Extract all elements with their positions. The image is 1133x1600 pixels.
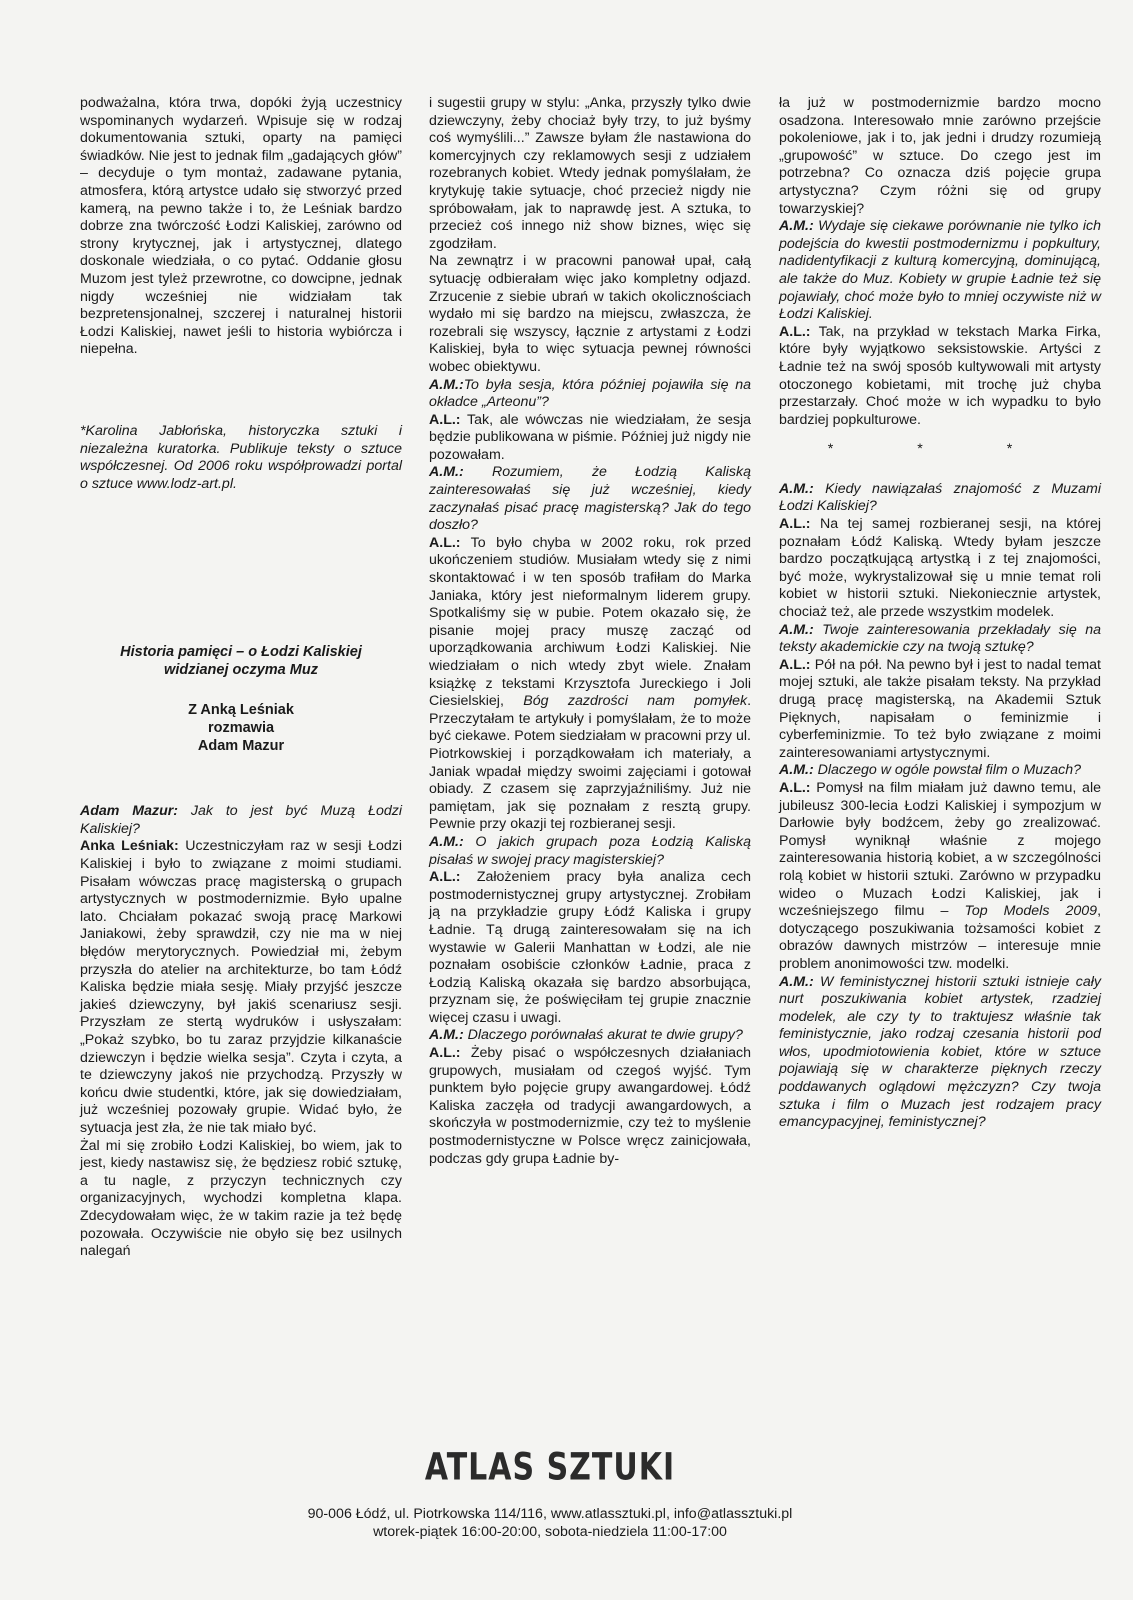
answer-text: Uczestniczyłam raz w sesji Łodzi Kaliskiej i było to związane z moimi studiami. Pisałam wówczas pracę magisterską o grupach artystycznych w postmodernizmie. Było upalne lato. Chciałam pokazać swoją pracę Markowi Janiakowi, żeby sprawdził, czy nie ma w niej błędów merytorycznych. Powiedział mi, żebym przyszła do atelier na architekturze, bo tam Łódź Kaliska będzie miała sesję. Miały przyjść jeszcze jakieś dziewczyny, był jakiś scenariusz sesji. Przyszłam ze stertą wydruków i usłyszałam: „Pokaż szybko, bo tu zaraz przyjdzie kilkanaście dziewczyn i będzie wielka sesja”. Czyta i czyta, a te dziewczyny jakoś nie przychodzą. Przyszły w końcu dwie studentki, które, jak się dowiedziałam, już wcześniej pozowały grupie. Widać było, że sytuacja jest zła, że nie tak miało być. [80,838,402,1136]
paragraph: podważalna, która trwa, dopóki żyją uczestnicy wspominanych wydarzeń. Wpisuje się w rodzaj dokumentowania sztuki, oparty na pamięci świadków. Nie jest to jednak film „gadających głów” – decyduje o tym montaż, zadawane pytania, atmosfera, którą artystce udało się stworzyć przed kamerą, na pewno także i to, że Leśniak bardzo dobrze zna twórczość Łodzi Kaliskiej, zarówno od strony krytycznej, jak i artystycznej, dlatego doskonale wiedziała, o co pytać. Oddanie głosu Muzom jest tyleż przewrotne, co dowcipne, jednak nigdy wcześniej nie widziałam tak bezpretensjonalnej, szczerej i naturalnej historii Łodzi Kaliskiej, nawet jeśli to historia wybiórcza i niepełna. [80,95,402,358]
book-title: Bóg zazdrości nam pomyłek [523,693,748,710]
question-text: Dlaczego w ogóle powstał film o Muzach? [813,762,1082,779]
address-line: 90-006 Łódź, ul. Piotrkowska 114/116, www.atlassztuki.pl, info@atlassztuki.pl [307,1506,793,1522]
answer [429,412,751,465]
question [779,218,1101,324]
column-middle [429,95,751,1168]
column-left [80,95,402,1261]
interview-title-line-2: widzianej oczyma Muz [164,662,318,679]
question-text: W feministycznej historii sztuki istnieje cały nurt poszukiwania kobiet artystek, rzadziej modelek, ale czy ty to traktujesz właśnie tak feministycznie, jako rodzaj czesania historii pod włos, upodmiotowienia kobiet, które w sztuce pojawiają się w charakterze pięknych rzeczy poddawanych oglądowi mężczyzn? Czy twoja sztuka i film o Muzach jest rodzajem pracy emancypacyjnej, feministycznej? [779,973,1101,1131]
answer [779,780,1101,974]
paragraph: i sugestii grupy w stylu: „Anka, przyszły tylko dwie dziewczyny, żeby chociaż były trzy, to już byśmy coś wymyślili...” Zawsze byłam źle nastawiona do komercyjnych czy reklamowych sesji z udziałem rozebranych kobiet. Wtedy jednak pomyślałam, że krytykuję takie sytuacje, choć przecież nigdy nie spróbowałam, jak to naprawdę jest. A sztuka, to przecież coś innego niż show biznes, więc się zgodziłam. [429,95,751,252]
footer-address [200,1505,900,1541]
footer [200,1445,900,1541]
question-text: To była sesja, która później pojawiła się na okładce „Arteonu”? [429,376,751,411]
speaker-label: A.M.: [779,480,814,497]
question [429,464,751,534]
answer [80,838,402,1137]
atlas-sztuki-logo: ATLAS SZTUKI [424,1445,676,1490]
question-text: Jak to jest być Muzą Łodzi Kaliskiej? [80,803,402,837]
answer-text: Na tej samej rozbieranej sesji, na której poznałam Łódź Kaliską. Wtedy byłam jeszcze bardzo początkującą artystką i z tej znajomości, być może, wykrystalizował się u mnie temat roli kobiet w historii sztuki. Niekoniecznie artystek, chociaż też, ale przede wszystkim modelek. [779,516,1101,621]
speaker-label: A.L.: [429,869,461,886]
answer-text: Pół na pół. Na pewno był i jest to nadal temat mojej sztuki, ale także pisałam teksty. Na przykład drugą pracę magisterską, na Akademii Sztuk Pięknych, napisałam o feminizmie i cyberfeminizmie. To też było związane z moimi zainteresowaniami artystycznymi. [779,656,1101,761]
speaker-label: A.M.: [429,1027,464,1044]
answer-text: To było chyba w 2002 roku, rok przed ukończeniem studiów. Musiałam wtedy się z nimi skontaktować i w ten sposób trafiłam do Marka Janiaka, który jest nieformalnym liderem grupy. Spotkaliśmy się w pubie. Potem okazało się, że pisanie mojej pracy muszę zacząć od uporządkowania archiwum Łodzi Kaliskiej. Nie wiedziałam o nich wtedy zbyt wiele. Znałam książkę z tekstami Krzysztofa Jureckiego i Joli Ciesielskiej, [429,534,751,710]
speaker-label: A.M.: [779,621,814,638]
answer-text: Pomysł na film miałam już dawno temu, ale jubileusz 300-lecia Łodzi Kaliskiej i sympozjum w Darłowie były bodźcem, żeby go zrealizować. Pomysł wyniknął właśnie z mojego zainteresowania historią kobiet, a w szczególności rolą kobiet w historii sztuki. Zarówno w przypadku wideo o Muzach Łodzi Kaliskiej, jak i wcześniejszego filmu – [779,779,1101,920]
paragraph: Żal mi się zrobiło Łodzi Kaliskiej, bo wiem, jak to jest, kiedy nastawisz się, że będziesz robić sztukę, a tu nagle, z przyczyn technicznych czy organizacyjnych, wychodzi kompletna klapa. Zdecydowałam więc, że w takim razie ja też będę pozowała. Oczywiście nie obyło się bez usilnych nalegań [80,1137,402,1260]
speaker-label: Anka Leśniak: [80,838,179,855]
speaker-label: A.M.: [429,833,464,850]
answer [779,657,1101,763]
speaker-label: A.L.: [429,411,461,428]
paragraph: ła już w postmodernizmie bardzo mocno osadzona. Interesowało mnie zarówno przejście pokoleniowe, jak i to, jak jedni i drudzy rozumieją „grupowość” w sztuce. Do czego jest im potrzebna? Co oznacza dziś pojęcie grupa artystyczna? Czym różni się od grupy towarzyskiej? [779,95,1101,217]
byline-line-1: Z Anką Leśniak [188,702,294,719]
speaker-label: A.M.: [779,218,814,235]
answer-text: Tak, na przykład w tekstach Marka Firka, które były wyjątkowo seksistowskie. Artyści z Ładnie też na swój sposób kultywowali mit artysty otoczonego kobietami, mit trochę już chyba przestarzały. Choć może w ich wypadku to było bardziej popkulturowe. [779,323,1101,428]
paragraph: Na zewnątrz i w pracowni panował upał, całą sytuację odbierałam więc jako kompletny odjazd. Zrzucenie z siebie ubrań w takich okolicznościach wydało mi się bardzo na miejscu, zwłaszcza, że rozebrali się wszyscy, łącznie z artystami z Łodzi Kaliskiej, była to więc sytuacja pewnej równości wobec obiektywu. [429,253,751,375]
question-text: Dlaczego porównałaś akurat te dwie grupy? [463,1027,743,1044]
question [779,762,1101,780]
byline-line-2: rozmawia [207,720,275,737]
interview-title-line-1: Historia pamięci – o Łodzi Kaliskiej [120,644,362,661]
answer [429,1045,751,1168]
answer-text: Tak, ale wówczas nie wiedziałam, że sesja będzie publikowana w piśmie. Później już nigdy nie pozowałam. [429,411,751,463]
speaker-label: Adam Mazur: [80,803,179,820]
interview-title [80,643,402,679]
column-right [779,95,1101,1132]
speaker-label: A.M.: [429,464,464,481]
question [779,481,1101,516]
opening-hours: wtorek-piątek 16:00-20:00, sobota-niedziela 11:00-17:00 [373,1524,727,1540]
answer [429,535,751,834]
question [429,377,751,412]
answer [779,324,1101,430]
speaker-label: A.L.: [779,656,811,673]
question [429,834,751,869]
film-title: Top Models 2009 [964,903,1098,920]
speaker-label: A.L.: [429,534,461,551]
speaker-label: A.M.: [429,376,464,393]
answer-text: Żeby pisać o współczesnych działaniach grupowych, musiałam od czegoś wyjść. Tym punktem było pojęcie grupy awangardowej. Łódź Kaliska zaczęła od tradycji awangardowych, a skończyła w postmodernizmie, czy też to myślenie postmodernistyczne w Polsce wręcz zainicjowała, podczas gdy grupa Ładnie by- [429,1045,751,1167]
speaker-label: A.L.: [779,516,811,533]
speaker-label: A.L.: [429,1045,461,1062]
author-note: *Karolina Jabłońska, historyczka sztuki i niezależna kuratorka. Publikuje teksty o sztuce współczesnej. Od 2006 roku współprowadzi portal o sztuce www.lodz-art.pl. [80,422,402,492]
speaker-label: A.L.: [779,323,811,340]
interview-byline [80,701,402,755]
answer [779,516,1101,622]
question [429,1027,751,1045]
answer [429,869,751,1027]
question-text: Rozumiem, że Łodzią Kaliską zainteresowałaś się już wcześniej, kiedy zaczynałaś pisać pracę magisterską? Jak do tego doszło? [429,464,751,534]
question [80,803,402,838]
question-text: O jakich grupach poza Łodzią Kaliską pisałaś w swojej pracy magisterskiej? [429,833,751,868]
question [779,622,1101,657]
question [779,974,1101,1132]
byline-line-3: Adam Mazur [197,738,285,755]
speaker-label: A.M.: [779,973,814,990]
answer-text: . Przeczytałam te artykuły i pomyślałam, że to może być ciekawe. Potem siedziałam w pracowni przy ul. Piotrkowskiej i porządkowałam ich materiały, a Janiak wpadał między swoimi zajęciami i gotował obiady. Z czasem się zaprzyjaźniliśmy. Już nie pamiętam, jak się poznałam z resztą grupy. Pewnie przy okazji tej rozbieranej sesji. [429,693,752,833]
answer-text: , dotyczącego poszukiwania tożsamości kobiet z obrazów dawnych mistrzów – interesuje mnie problem anonimowości tzw. modelki. [779,903,1102,972]
speaker-label: A.M.: [779,762,814,779]
answer-text: Założeniem pracy była analiza cech postmodernistycznej grupy artystycznej. Zrobiłam ją na przykładzie grupy Łódź Kaliska i grupy Ładnie. Tą drugą zainteresowałam się na ich wystawie w Galerii Manhattan w Łodzi, ale nie poznałam osobiście członków Ładnie, praca z Łodzią Kaliską okazała się bardzo absorbująca, przyznam się, że poświęciłam tej grupie znacznie więcej czasu i uwagi. [429,869,751,1026]
question-text: Twoje zainteresowania przekładały się na teksty akademickie czy na twoją sztukę? [779,621,1101,656]
question-text: Kiedy nawiązałaś znajomość z Muzami Łodzi Kaliskiej? [779,480,1101,515]
section-separator: * * * [827,441,1053,458]
speaker-label: A.L.: [779,779,811,796]
question-text: Wydaje się ciekawe porównanie nie tylko ich podejścia do kwestii postmodernizmu i popkultury, nadidentyfikacji z kulturą komercyjną, dominującą, ale także do Muz. Kobiety w grupie Ładnie też się pojawiały, choć może było to mniej oczywiste niż w Łodzi Kaliskiej. [779,218,1101,323]
